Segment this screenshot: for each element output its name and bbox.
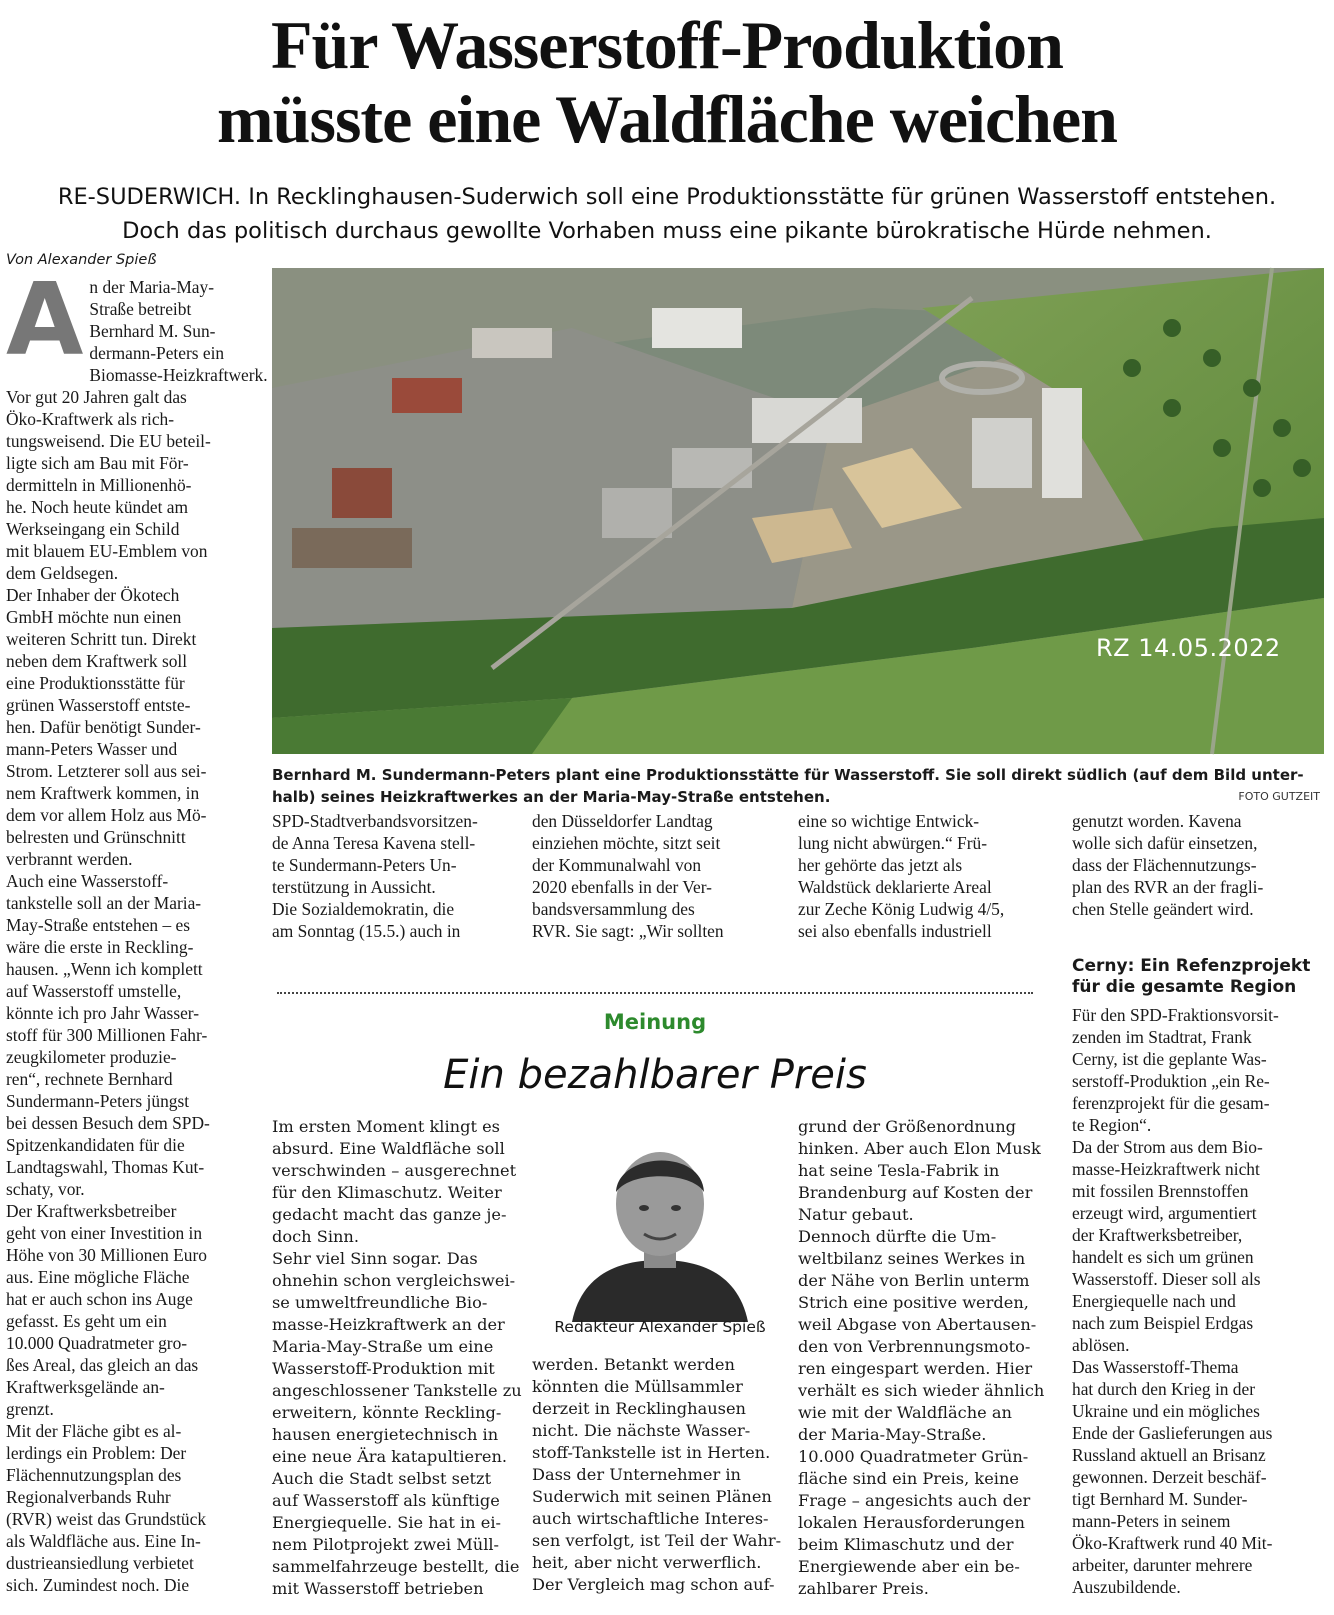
text-line: belresten und Grünschnitt (6, 827, 186, 847)
text-line: dass der Flächennutzungs- (1072, 855, 1257, 875)
text-line: Für den SPD-Fraktionsvorsit- (1072, 1005, 1279, 1025)
text-line: lerdings ein Problem: Der (6, 1443, 187, 1463)
text-line: ohnehin schon vergleichswei- (272, 1271, 516, 1290)
portrait-illustration (552, 1122, 768, 1322)
text-line: als Waldfläche aus. Eine In- (6, 1531, 201, 1551)
subhead-line-1: RE-SUDERWICH. In Recklinghausen-Suderwich soll eine Produktionsstätte für grünen Wasserstoff entstehen. (57, 184, 1277, 210)
text-line: zeugkilometer produzie- (6, 1047, 177, 1067)
text-line: Werkseingang ein Schild (6, 519, 180, 539)
text-line: nicht. Die nächste Wasser- (532, 1421, 751, 1440)
text-line: mann-Peters in seinem (1072, 1511, 1231, 1531)
aerial-photo (272, 268, 1324, 754)
text-line: weil Abgase von Abertausen- (798, 1315, 1037, 1334)
text-line: dermitteln in Millionenhö- (6, 475, 192, 495)
opinion-column-2 (532, 1354, 782, 1596)
text-line: eine Produktionsstätte für (6, 673, 185, 693)
text-line: verbrannt werden. (6, 849, 133, 869)
text-line: Spitzenkandidaten für die (6, 1135, 185, 1155)
text-line: zenden im Stadtrat, Frank (1072, 1027, 1252, 1047)
text-line: te Region“. (1072, 1115, 1152, 1135)
text-line: dem vor allem Holz aus Mö- (6, 805, 207, 825)
text-line: Landtagswahl, Thomas Kut- (6, 1157, 205, 1177)
text-line: Der Vergleich mag schon auf- (532, 1575, 775, 1594)
article-column-5-top (1072, 810, 1322, 920)
text-line: May-Straße entstehen – es (6, 915, 190, 935)
text-line: RVR. Sie sagt: „Wir sollten (532, 921, 724, 941)
text-line: verhält es sich wieder ähnlich (798, 1381, 1045, 1400)
text-line: Wasserstoff-Produktion mit (272, 1359, 495, 1378)
text-line: Kraftwerksgelände an- (6, 1377, 165, 1397)
text-line: der Kraftwerksbetreiber, (1072, 1225, 1243, 1245)
byline: Von Alexander Spieß (6, 252, 157, 268)
text-line: Brandenburg auf Kosten der (798, 1183, 1033, 1202)
text-line: am Sonntag (15.5.) auch in (272, 921, 461, 941)
text-line: Flächennutzungsplan des (6, 1465, 182, 1485)
text-line: arbeiter, darunter mehrere (1072, 1555, 1253, 1575)
text-line: hausen energietechnisch in (272, 1425, 499, 1444)
text-line: der Maria-May-Straße. (798, 1425, 987, 1444)
text-line: zur Zeche König Ludwig 4/5, (798, 899, 1005, 919)
photo-credit: FOTO GUTZEIT (1238, 790, 1320, 803)
text-line: hat seine Tesla-Fabrik in (798, 1161, 1000, 1180)
text-line: Öko-Kraftwerk als rich- (6, 409, 175, 429)
text-line: nem Kraftwerk kommen, in (6, 783, 200, 803)
text-line: den Düsseldorfer Landtag (532, 811, 713, 831)
text-line: Natur gebaut. (798, 1205, 914, 1224)
text-line: Der Kraftwerksbetreiber (6, 1201, 177, 1221)
text-line: ablösen. (1072, 1335, 1130, 1355)
text-line: eine neue Ära katapultieren. (272, 1447, 508, 1466)
text-line: hinken. Aber auch Elon Musk (798, 1139, 1041, 1158)
text-line: stoff für 300 Millionen Fahr- (6, 1025, 208, 1045)
text-line: auf Wasserstoff umstelle, (6, 981, 182, 1001)
text-line: erweitern, könnte Reckling- (272, 1403, 502, 1422)
text-line: lokalen Herausforderungen (798, 1513, 1025, 1532)
text-line: schaty, vor. (6, 1179, 85, 1199)
text-line: nem Pilotprojekt zwei Müll- (272, 1535, 500, 1554)
text-line: den von Verbrennungsmoto- (798, 1337, 1031, 1356)
text-line: absurd. Eine Waldfläche soll (272, 1139, 505, 1158)
text-line: bandsversammlung des (532, 899, 695, 919)
opinion-column-3 (798, 1116, 1044, 1600)
text-line: wolle sich dafür einsetzen, (1072, 833, 1258, 853)
text-line: mit blauem EU-Emblem von (6, 541, 208, 561)
text-line: neben dem Kraftwerk soll (6, 651, 188, 671)
text-line: tankstelle soll an der Maria- (6, 893, 202, 913)
text-line: Vor gut 20 Jahren galt das (6, 387, 187, 407)
text-line: GmbH möchte nun einen (6, 607, 182, 627)
text-line: tungsweisend. Die EU beteil- (6, 431, 211, 451)
text-line: ren“, rechnete Bernhard (6, 1069, 173, 1089)
text-line: Wasserstoff. Dieser soll als (1072, 1269, 1261, 1289)
text-line: Waldstück deklarierte Areal (798, 877, 992, 897)
text-line: hausen. „Wenn ich komplett (6, 959, 203, 979)
text-line: Der Inhaber der Ökotech (6, 585, 180, 605)
text-line: könnten die Müllsammler (532, 1377, 743, 1396)
text-line: Russland aktuell an Brisanz (1072, 1445, 1266, 1465)
text-line: hat er auch schon ins Auge (6, 1289, 193, 1309)
text-line: Da der Strom aus dem Bio- (1072, 1137, 1263, 1157)
text-line: Dass der Unternehmer in (532, 1465, 741, 1484)
text-line: SPD-Stadtverbandsvorsitzen- (272, 811, 478, 831)
text-line: könnte ich pro Jahr Wasser- (6, 1003, 200, 1023)
text-line: der Kommunalwahl von (532, 855, 702, 875)
text-line: Höhe von 30 Millionen Euro (6, 1245, 207, 1265)
text-line: doch Sinn. (272, 1227, 360, 1246)
text-line: hen. Dafür benötigt Sunder- (6, 717, 201, 737)
article-column-1 (6, 261, 268, 1596)
text-line: zahlbarer Preis. (798, 1579, 929, 1598)
headline-line-2: müsste eine Waldfläche weichen (217, 81, 1117, 157)
caption-line-1: Bernhard M. Sundermann-Peters plant eine Produktionsstätte für Wasserstoff. Sie soll direkt südlich (auf dem Bild unter- (272, 766, 1304, 784)
text-line: Auszubildende. (1072, 1577, 1181, 1597)
text-line: sammelfahrzeuge bestellt, die (272, 1557, 520, 1576)
text-line: Sundermann-Peters jüngst (6, 1091, 190, 1111)
dropcap: A (6, 261, 84, 378)
subheading-line-1: Cerny: Ein Refenzprojekt (1072, 956, 1311, 976)
text-line: Auch die Stadt selbst setzt (272, 1469, 492, 1488)
text-line: auf Wasserstoff als künftige (272, 1491, 500, 1510)
text-line: se umweltfreundliche Bio- (272, 1293, 488, 1312)
text-line: werden. Betankt werden (532, 1355, 735, 1374)
text-line: Sehr viel Sinn sogar. Das (272, 1249, 478, 1268)
article-column-2 (272, 810, 510, 942)
text-line: Strom. Letzterer soll aus sei- (6, 761, 207, 781)
text-line: gewonnen. Derzeit beschäf- (1072, 1467, 1267, 1487)
text-line: Im ersten Moment klingt es (272, 1117, 500, 1136)
text-line: grenzt. (6, 1399, 54, 1419)
text-line: ßes Areal, das gleich an das (6, 1355, 199, 1375)
text-line: bei dessen Besuch dem SPD- (6, 1113, 210, 1133)
article-column-5-bottom (1072, 1004, 1322, 1598)
text-line: plan des RVR an der fragli- (1072, 877, 1264, 897)
headline-line-1: Für Wasserstoff-Produktion (271, 7, 1063, 83)
text-line: Cerny, ist die geplante Was- (1072, 1049, 1267, 1069)
subhead-line-2: Doch das politisch durchaus gewollte Vorhaben muss eine pikante bürokratische Hürde nehmen. (122, 218, 1212, 244)
photo-date-stamp: RZ 14.05.2022 (1096, 634, 1281, 662)
text-line: gefasst. Es geht um ein (6, 1311, 167, 1331)
headline (0, 8, 1334, 156)
portrait-caption: Redakteur Alexander Spieß (554, 1318, 766, 1336)
text-line: 10.000 Quadratmeter gro- (6, 1333, 188, 1353)
text-line: n der Maria-May- (89, 277, 214, 297)
text-line: fläche sind ein Preis, keine (798, 1469, 1019, 1488)
photo-caption (272, 764, 1324, 808)
text-line: Frage – angesichts auch der (798, 1491, 1031, 1510)
text-line: lung nicht abwürgen.“ Frü- (798, 833, 988, 853)
text-line: der Nähe von Berlin unterm (798, 1271, 1030, 1290)
text-line: Suderwich mit seinen Plänen (532, 1487, 772, 1506)
text-line: serstoff-Produktion „ein Re- (1072, 1071, 1270, 1091)
text-line: sen verfolgt, ist Teil der Wahr- (532, 1531, 782, 1550)
text-line: Dennoch dürfte die Um- (798, 1227, 997, 1246)
text-line: de Anna Teresa Kavena stell- (272, 833, 476, 853)
text-line: beim Klimaschutz und der (798, 1535, 1014, 1554)
text-line: stoff-Tankstelle ist in Herten. (532, 1443, 771, 1462)
text-line: Strich eine positive werden, (798, 1293, 1029, 1312)
text-line: 10.000 Quadratmeter Grün- (798, 1447, 1029, 1466)
text-line: Ende der Gaslieferungen aus (1072, 1423, 1273, 1443)
text-line: tigt Bernhard M. Sunder- (1072, 1489, 1248, 1509)
text-line: Ukraine und ein mögliches (1072, 1401, 1260, 1421)
text-line: dustrieansiedlung verbietet (6, 1553, 194, 1573)
opinion-rubric: Meinung (603, 1010, 707, 1034)
text-line: Das Wasserstoff-Thema (1072, 1357, 1239, 1377)
subheading-line-2: für die gesamte Region (1072, 977, 1297, 997)
article-subheading (1072, 956, 1322, 998)
text-line: ferenzprojekt für die gesam- (1072, 1093, 1270, 1113)
text-line: masse-Heizkraftwerk an der (272, 1315, 505, 1334)
text-line: angeschlossener Tankstelle zu (272, 1381, 522, 1400)
text-line: mit Wasserstoff betrieben (272, 1579, 484, 1598)
text-line: geht von einer Investition in (6, 1223, 203, 1243)
text-line: chen Stelle geändert wird. (1072, 899, 1254, 919)
text-line: wie mit der Waldfläche an (798, 1403, 1012, 1422)
text-line: wäre die erste in Reckling- (6, 937, 194, 957)
text-line: dem Geldsegen. (6, 563, 119, 583)
text-line: 2020 ebenfalls in der Ver- (532, 877, 712, 897)
text-line: Bernhard M. Sun- (89, 321, 216, 341)
text-line: mann-Peters Wasser und (6, 739, 178, 759)
text-line: (RVR) weist das Grundstück (6, 1509, 207, 1529)
text-line: Energiewende aber ein be- (798, 1557, 1020, 1576)
text-line: masse-Heizkraftwerk nicht (1072, 1159, 1260, 1179)
text-line: dermann-Peters ein (89, 343, 225, 363)
text-line: einziehen möchte, sitzt seit (532, 833, 721, 853)
text-line: Die Sozialdemokratin, die (272, 899, 455, 919)
author-portrait (552, 1122, 768, 1322)
text-line: Straße betreibt (89, 299, 192, 319)
text-line: Öko-Kraftwerk rund 40 Mit- (1072, 1533, 1273, 1553)
article-column-3 (532, 810, 770, 942)
text-line: für den Klimaschutz. Weiter (272, 1183, 502, 1202)
text-line: sich. Zumindest noch. Die (6, 1575, 190, 1595)
text-line: weiteren Schritt tun. Direkt (6, 629, 197, 649)
text-line: ren eingespart werden. Hier (798, 1359, 1033, 1378)
text-line: Regionalverbands Ruhr (6, 1487, 171, 1507)
text-line: her gehörte das jetzt als (798, 855, 963, 875)
section-divider (277, 992, 1033, 994)
text-line: Auch eine Wasserstoff- (6, 871, 169, 891)
text-line: hat durch den Krieg in der (1072, 1379, 1256, 1399)
text-line: Energiequelle. Sie hat in ei- (272, 1513, 501, 1532)
text-line: Energiequelle nach und (1072, 1291, 1236, 1311)
text-line: grünen Wasserstoff entste- (6, 695, 191, 715)
text-line: erzeugt wird, argumentiert (1072, 1203, 1257, 1223)
text-line: gedacht macht das ganze je- (272, 1205, 507, 1224)
text-line: terstützung in Aussicht. (272, 877, 436, 897)
text-line: verschwinden – ausgerechnet (272, 1161, 517, 1180)
article-column-4 (798, 810, 1036, 942)
text-line: mit fossilen Brennstoffen (1072, 1181, 1249, 1201)
text-line: nach zum Beispiel Erdgas (1072, 1313, 1254, 1333)
subheadline (20, 180, 1314, 248)
text-line: he. Noch heute kündet am (6, 497, 189, 517)
text-line: sei also ebenfalls industriell (798, 921, 992, 941)
text-line: ligte sich am Bau mit För- (6, 453, 189, 473)
text-line: auch wirtschaftliche Interes- (532, 1509, 769, 1528)
text-line: derzeit in Recklinghausen (532, 1399, 746, 1418)
text-line: Mit der Fläche gibt es al- (6, 1421, 182, 1441)
text-line: eine so wichtige Entwick- (798, 811, 980, 831)
text-line: weltbilanz seines Werkes in (798, 1249, 1026, 1268)
text-line: handelt es sich um grünen (1072, 1247, 1254, 1267)
text-line: Biomasse-Heizkraftwerk. (89, 365, 268, 385)
text-line: te Sundermann-Peters Un- (272, 855, 457, 875)
text-line: genutzt worden. Kavena (1072, 811, 1242, 831)
text-line: heit, aber nicht verwerflich. (532, 1553, 762, 1572)
opinion-column-1 (272, 1116, 522, 1600)
caption-line-2: halb) seines Heizkraftwerkes an der Maria-May-Straße entstehen. (272, 788, 831, 806)
text-line: Maria-May-Straße um eine (272, 1337, 494, 1356)
text-line: grund der Größenordnung (798, 1117, 1017, 1136)
text-line: aus. Eine mögliche Fläche (6, 1267, 190, 1287)
opinion-title: Ein bezahlbarer Preis (443, 1052, 867, 1098)
aerial-photo-illustration (272, 268, 1324, 754)
